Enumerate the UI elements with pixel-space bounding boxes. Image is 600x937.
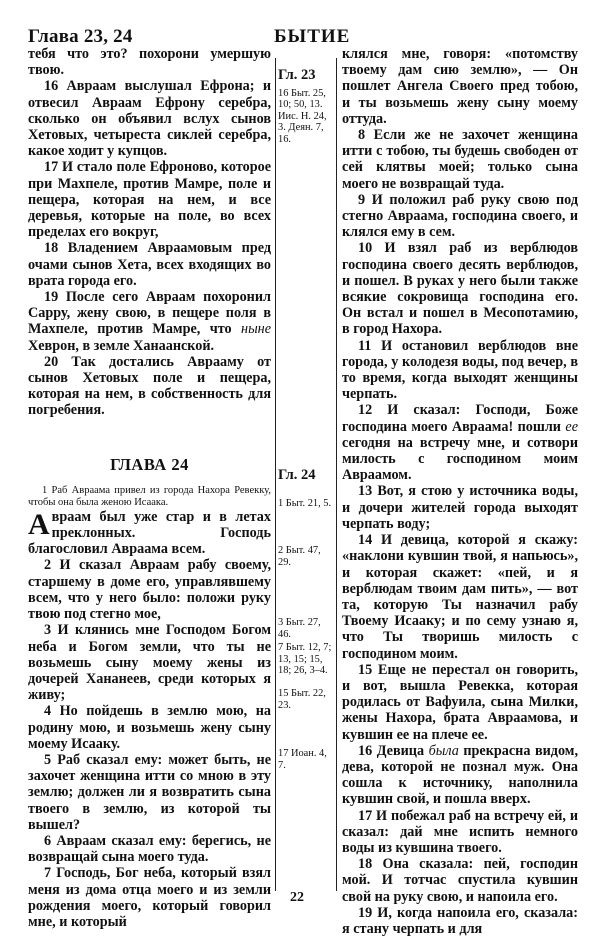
ref-chapter-24-label: Гл. 24 — [278, 467, 316, 483]
verse-18: 18 Владением Авраамовым пред очами сынов Хета, всех входящих во врата города его. — [28, 240, 271, 289]
verse-8: 8 Если же не захочет женщина итти с тобою, ты будешь свободен от сей клятвы моей; только сына моего не возвращай туда. — [342, 127, 578, 192]
cross-ref-ch23 — [278, 67, 334, 146]
ref-24-15: 15 Быт. 22, 23. — [278, 688, 326, 711]
chapter-24-summary: 1 Раб Авраама привел из города Нахора Ревекку, чтобы она была женою Исаака. — [28, 484, 271, 508]
running-head-book: БЫТИЕ — [274, 26, 351, 47]
right-column — [342, 46, 578, 937]
column-rule-left — [275, 58, 276, 891]
verse-10: 10 И взял раб из верблюдов господина своего десять верблюдов, и пошел. В руках у него были также всякие сокровища господина его. Он встал и пошел в Месопотамию, в город Нахора. — [342, 240, 578, 338]
verse-20: 20 Так достались Аврааму от сынов Хетовых поле и пещера, которая на нем, в собственность для погребения. — [28, 353, 271, 419]
drop-cap: А — [28, 507, 50, 541]
verse-1: Авраам был уже стар и в летах преклонных. Господь благословил Авраама всем. — [28, 507, 271, 558]
left-column — [28, 46, 271, 930]
ref-chapter-23-label: Гл. 23 — [278, 67, 316, 83]
verse-18: 18 Она сказала: пей, господин мой. И тотчас спустила кувшин свой на руку свою, и напоила его. — [342, 856, 578, 905]
verse-16: 16 Девица была прекрасна видом, дева, которой не познал муж. Она сошла к источнику, наполнила кувшин свой, и пошла вверх. — [342, 742, 578, 808]
verse-15: 15 Еще не перестал он говорить, и вот, вышла Ревекка, которая родилась от Вафуила, сына Милки, жены Нахора, брата Авраамова, и кувшин ее на плече ее. — [342, 661, 578, 743]
ref-24-17: 17 Иоан. 4, 7. — [278, 748, 327, 771]
verse-6: 6 Авраам сказал ему: берегись, не возвращай сына моего туда. — [28, 832, 271, 866]
verse-13: 13 Вот, я стою у источника воды, и дочери жителей города выходят черпать воду; — [342, 483, 578, 532]
running-head-chapters: Глава 23, 24 — [28, 26, 133, 47]
verse-17: 17 И стало поле Ефроново, которое при Махпеле, против Мамре, поле и пещера, которая на нем, и все деревья, которые на поле, во всех пределах его вокруг, — [28, 159, 271, 241]
verse-19: 19 И, когда напоила его, сказала: я стану черпать и для — [342, 904, 578, 937]
verse-7: 7 Господь, Бог неба, который взял меня из дома отца моего и из земли рождения моего, который говорил мне, и который — [28, 865, 271, 930]
verse-9: 9 И положил раб руку свою под стегно Авраама, господина своего, и клялся ему в сем. — [342, 191, 578, 241]
verse-11: 11 И остановил верблюдов вне города, у колодезя воды, под вечер, в то время, когда выходят женщины черпать. — [342, 337, 578, 403]
verse-15-end: тебя что это? похорони умершую твою. — [28, 46, 271, 79]
chapter-24-title: ГЛАВА 24 — [110, 454, 189, 474]
verse-12: 12 И сказал: Господи, Боже господина моего Авраама! пошли ее сегодня на встречу мне, и сотвори милость с господином моим Авраамом. — [342, 402, 578, 484]
verse-2: 2 И сказал Авраам рабу своему, старшему в доме его, управлявшему всем, что у него было: положи руку твою под стегно мое, — [28, 557, 271, 623]
ref-23-16: 16 Быт. 25, 10; 50, 13. Иис. Н. 24, 3. Деян. 7, 16. — [278, 87, 327, 145]
ref-chapter-24-label-box — [278, 467, 334, 488]
ref-24-3: 3 Быт. 27, 46. — [278, 617, 321, 640]
column-rule-right — [336, 58, 337, 891]
verse-14: 14 И девица, которой я скажу: «наклони кувшин твой, я напьюсь», и которая скажет: «пей, и я верблюдам твоим дам пить», — вот та, которую Ты назначил рабу Твоему Исааку; и по сему узнаю я, что Ты творишь милость с господином моим. — [342, 532, 578, 662]
verse-16: 16 Авраам выслушал Ефрона; и отвесил Авраам Ефрону серебра, сколько он объявил вслух сынов Хетовых, четыреста сиклей серебра, какое ходит у купцов. — [28, 78, 271, 160]
verse-4: 4 Но пойдешь в землю мою, на родину мою, и возьмешь жену сыну моему Исааку. — [28, 703, 271, 752]
verse-17: 17 И побежал раб на встречу ей, и сказал: дай мне испить немного воды из кувшина твоего. — [342, 807, 578, 856]
verse-5: 5 Раб сказал ему: может быть, не захочет женщина итти со мною в эту землю; должен ли я возвратить сына твоего в землю, из которой ты вышел? — [28, 751, 271, 833]
ref-24-2: 2 Быт. 47, 29. — [278, 545, 321, 568]
page-number: 22 — [290, 890, 304, 905]
ref-24-7: 7 Быт. 12, 7; 13, 15; 15, 18; 26, 3–4. — [278, 642, 332, 677]
verse-7-end: клялся мне, говоря: «потомству твоему дам сию землю», — Он пошлет Ангела Своего пред тобою, и ты возьмешь жену сыну моему оттуда. — [342, 46, 578, 127]
verse-19: 19 После сего Авраам похоронил Сарру, жену свою, в пещере поля в Махпеле, против Мамре, что ныне Хеврон, в земле Ханаанской. — [28, 289, 272, 354]
ref-24-1: 1 Быт. 21, 5. — [278, 498, 332, 509]
verse-3: 3 И клянись мне Господом Богом неба и Богом земли, что ты не возьмешь сыну моему жены из дочерей Хананеев, среди которых я живу; — [28, 622, 271, 704]
